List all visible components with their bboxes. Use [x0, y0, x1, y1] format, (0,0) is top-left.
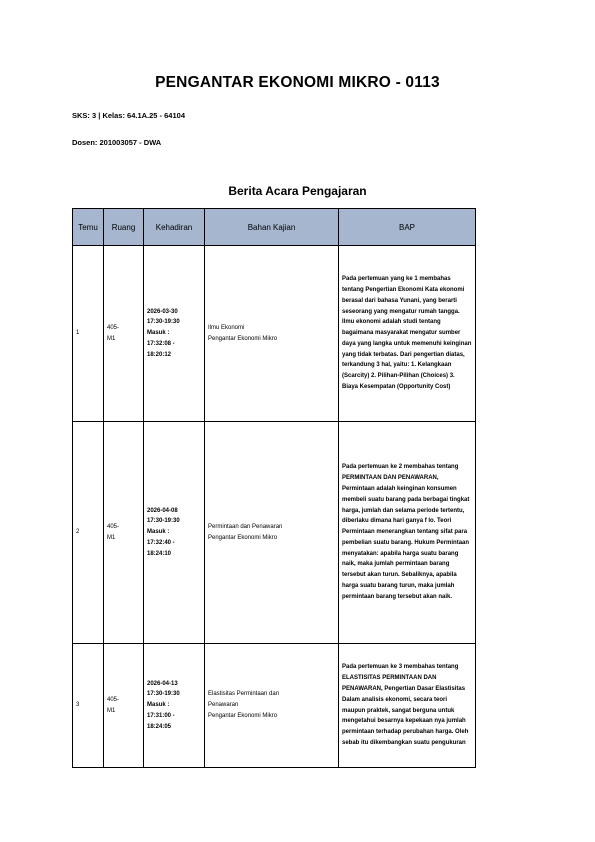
table-row — [73, 422, 476, 644]
bap-description: Pada pertemuan ke 3 membahas tentang ELASTISITAS PERMINTAAN DAN PENAWARAN, Pengertian Dasar Elastisitas Dalam analisis ekonomi, secara teori maupun praktek, sangat berguna untuk mengetahui besarnya kepekaan nya jumlah permintaan terhadap perubahan harga. Oleh sebab itu dikembangkan suatu pengukuran — [339, 644, 476, 768]
study-material: Permintaan dan Penawaran Pengantar Ekonomi Mikro — [205, 422, 339, 644]
study-material: Ilmu Ekonomi Pengantar Ekonomi Mikro — [205, 246, 339, 422]
attendance: 2026-04-13 17:30-19:30 Masuk : 17:31:00 - 18:24:05 — [144, 644, 205, 768]
table-header-row — [73, 209, 476, 246]
header-ruang: Ruang — [104, 209, 144, 246]
study-material: Elastisitas Permintaan dan Penawaran Pengantar Ekonomi Mikro — [205, 644, 339, 768]
attendance: 2026-04-08 17:30-19:30 Masuk : 17:32:40 - 18:24:10 — [144, 422, 205, 644]
header-kehadiran: Kehadiran — [144, 209, 205, 246]
bap-description: Pada pertemuan ke 2 membahas tentang PERMINTAAN DAN PENAWARAN, Permintaan adalah keinginan konsumen membeli suatu barang pada berbagai tingkat harga, jumlah dan selama periode tertentu, diberlaku dimana hari ganya f lo. Teori Permintaan menerangkan tentang sifat para pembelian suatu barang. Hukum Permintaan menyatakan: apabila harga suatu barang naik, maka jumlah permintaan barang tersebut akan turun. Sebaliknya, apabila harga suatu barang turun, maka jumlah permintaan barang tersebut akan naik. — [339, 422, 476, 644]
table-row — [73, 246, 476, 422]
table-row — [73, 644, 476, 768]
meeting-number: 3 — [73, 644, 104, 768]
sks-class-info: SKS: 3 | Kelas: 64.1A.25 - 64104 — [72, 111, 185, 120]
page-title: PENGANTAR EKONOMI MIKRO - 0113 — [155, 74, 440, 91]
meeting-number: 2 — [73, 422, 104, 644]
room: 405- M1 — [104, 422, 144, 644]
bap-description: Pada pertemuan yang ke 1 membahas tentang Pengertian Ekonomi Kata ekonomi berasal dari bahasa Yunani, yang berarti seseorang yang mengatur rumah tangga. Ilmu ekonomi adalah studi tentang bagaimana masyarakat mengatur sumber daya yang langka untuk memenuhi keinginan yang tidak terbatas. Dari pengertian diatas, terkandung 3 hal, yaitu: 1. Kelangkaan (Scarcity) 2. Pilihan-Pilihan (Choices) 3. Biaya Kesempatan (Opportunity Cost) — [339, 246, 476, 422]
teaching-report-table — [72, 208, 476, 768]
attendance: 2026-03-30 17:30-19:30 Masuk : 17:32:08 - 18:20:12 — [144, 246, 205, 422]
header-temu: Temu — [73, 209, 104, 246]
header-bap: BAP — [339, 209, 476, 246]
table-title: Berita Acara Pengajaran — [228, 184, 367, 198]
room: 405- M1 — [104, 644, 144, 768]
lecturer-info: Dosen: 201003057 - DWA — [72, 138, 162, 147]
header-bahan-kajian: Bahan Kajian — [205, 209, 339, 246]
room: 405- M1 — [104, 246, 144, 422]
meeting-number: 1 — [73, 246, 104, 422]
